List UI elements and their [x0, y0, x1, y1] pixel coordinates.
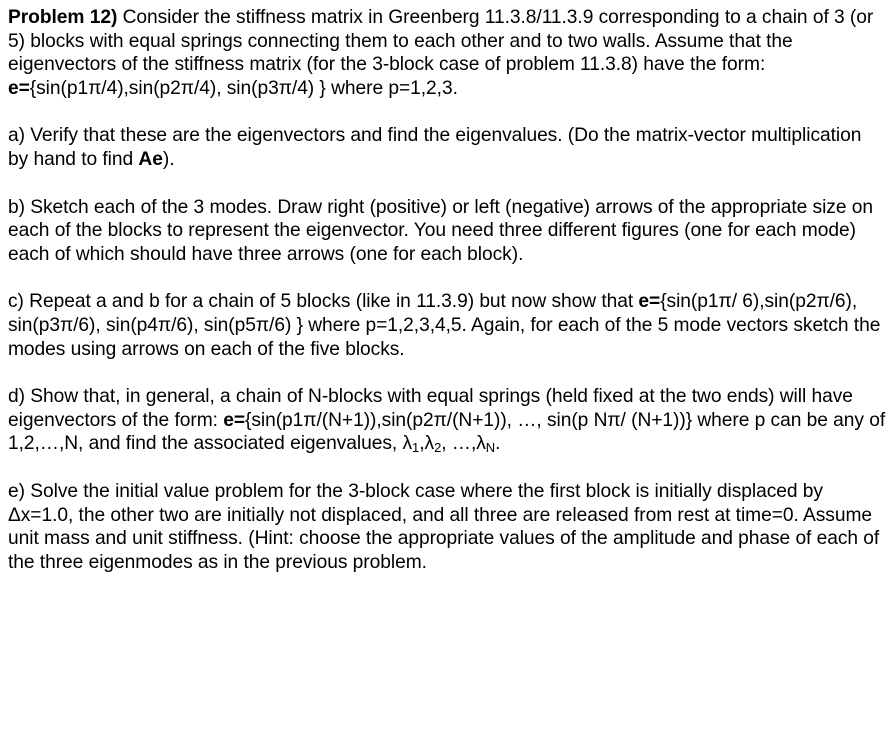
part-c-rest: {sin(p1π/ 6),sin(p2π/6), sin(p3π/6), sin(p4π/6), sin(p5π/6) } where p=1,2,3,4,5. Again, for each of the 5 mode vectors sketch the modes using arrows on each of the five blocks. — [8, 291, 881, 360]
part-d-bold: e= — [223, 409, 245, 431]
part-a-bold: Ae — [138, 148, 163, 170]
part-d-sub-n: N — [485, 440, 496, 456]
eigenvector-symbol: e= — [8, 77, 30, 99]
part-b-text: b) Sketch each of the 3 modes. Draw right (positive) or left (negative) arrows of the appropriate size on each of the blocks to represent the eigenvector. You need three different figures (one for each mode) each of which should have three arrows (one for each block). — [8, 196, 873, 265]
eigenvector-form: {sin(p1π/4),sin(p2π/4), sin(p3π/4) } where p=1,2,3. — [29, 77, 458, 99]
problem-title: Problem 12) — [8, 7, 118, 28]
part-d-sub-2: 2 — [434, 440, 442, 456]
problem-statement — [8, 6, 886, 100]
part-d-end: . — [495, 433, 501, 455]
problem-intro: Consider the stiffness matrix in Greenberg 11.3.8/11.3.9 corresponding to a chain of 3 (or 5) blocks with equal springs connecting them to each other and to two walls. Assume that the eigenvectors of the stiffness matrix (for the 3-block case of problem 11.3.8) have the form: — [8, 7, 874, 76]
part-d-rest: {sin(p1π/(N+1)),sin(p2π/(N+1)), …, sin(p Nπ/ (N+1))} where p can be any of 1,2,…,N, and find the associated eigenvalues, λ — [8, 409, 886, 455]
part-a-text: a) Verify that these are the eigenvectors and find the eigenvalues. (Do the matrix-vector multiplication by hand to find — [8, 125, 862, 170]
part-d-mid: ,λ — [419, 433, 435, 455]
part-a — [8, 124, 886, 171]
part-c-bold: e= — [638, 291, 661, 313]
part-e — [8, 480, 886, 574]
part-c-text: c) Repeat a and b for a chain of 5 blocks (like in 11.3.9) but now show that — [8, 291, 639, 313]
part-d-sub-1: 1 — [412, 440, 420, 456]
part-d-text: d) Show that, in general, a chain of N-blocks with equal springs (held fixed at the two ends) will have eigenvectors of the form: — [8, 386, 853, 431]
part-c — [8, 290, 886, 361]
part-d-tail: , …,λ — [441, 433, 486, 455]
problem-document — [8, 6, 886, 574]
part-e-text: e) Solve the initial value problem for the 3-block case where the first block is initially displaced by Δx=1.0, the other two are initially not displaced, and all three are released from rest at time=0. Assume unit mass and unit stiffness. (Hint: choose the appropriate values of the amplitude and phase of each of the three eigenmodes as in the previous problem. — [8, 480, 880, 573]
part-a-end: ). — [162, 148, 175, 170]
part-d — [8, 385, 886, 456]
part-b — [8, 196, 886, 267]
